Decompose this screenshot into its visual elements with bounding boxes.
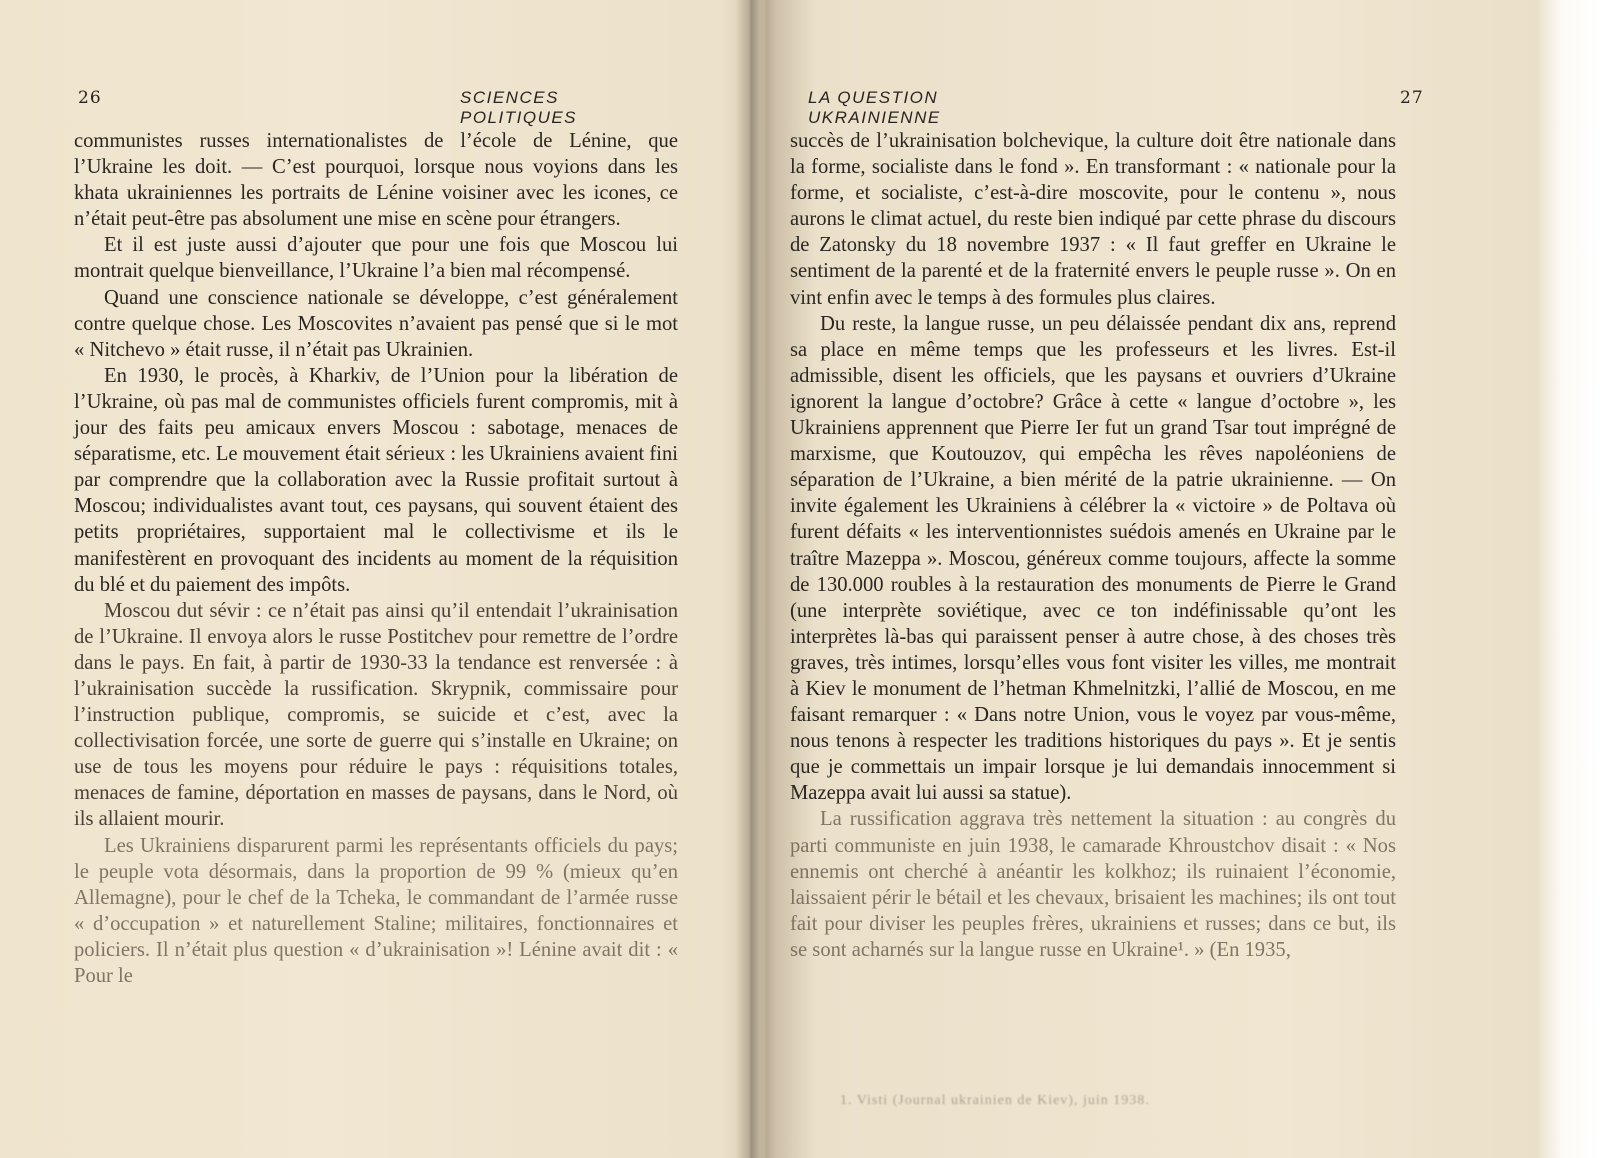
paragraph: Du reste, la langue russe, un peu délaissée pendant dix ans, reprend sa place en même temps que les professeurs et les livres. Est-il admissible, disent les officiels, que les paysans et ouvriers d’Ukraine ignorent la langue d’octobre? Grâce à cette « langue d’octobre », les Ukrainiens apprennent que Pierre Ier fut un grand Tsar tout imprégné de marxisme, que Koutouzov, qui empêcha les rêves napoléoniens de séparation de l’Ukraine, a bien mérité de la patrie ukrainienne. — On invite également les Ukrainiens à célébrer la « victoire » de Poltava où furent défaits « les interventionnistes suédois amenés en Ukraine par le traître Mazeppa ». Moscou, généreux comme toujours, affecte la somme de 130.000 roubles à la restauration des monuments de Pierre le Grand (une interprète soviétique, avec ce ton indéfinissable qu’ont les interprètes là-bas qui paraissent penser à autre chose, à des choses très graves, très intimes, lorsqu’elles vous font visiter les villes, me montrait à Kiev le monument de l’hetman Khmelnitzki, l’allié de Moscou, en me faisant remarquer : « Dans notre Union, vous le voyez par vous-même, nous tenons à respecter les traditions historiques du pays ». Et je sentis que je commettais un impair lorsque je lui demandais innocemment si Mazeppa avait lui aussi sa statue). (790, 312, 1396, 805)
running-head: SCIENCES POLITIQUES (460, 88, 578, 127)
paragraph: Quand une conscience nationale se développe, c’est généralement contre quelque chose. Les Moscovites n’avaient pas pensé que si le mot « Nitchevo » était russe, il n’était pas Ukrainien. (74, 286, 678, 361)
paragraph: succès de l’ukrainisation bolchevique, la culture doit être nationale dans la forme, socialiste dans le fond ». En transformant : « nationale pour la forme, et socialiste, c’est-à-dire moscovite, pour le contenu », nous aurons le climat actuel, du reste bien indiqué par cette phrase du discours de Zatonsky du 18 novembre 1937 : « Il faut greffer en Ukraine le sentiment de la parenté et de la fraternité envers le peuple russe ». On en vint enfin avec le temps à des formules plus claires. (790, 130, 1396, 309)
paragraph: Et il est juste aussi d’ajouter que pour une fois que Moscou lui montrait quelque bienveillance, l’Ukraine l’a bien mal récompensé. (74, 234, 678, 283)
running-head: LA QUESTION UKRAINIENNE (808, 88, 941, 127)
right-page (760, 0, 1600, 1158)
left-page-body (74, 128, 678, 989)
paragraph: Moscou dut sévir : ce n’était pas ainsi qu’il entendait l’ukrainisation de l’Ukraine. Il envoya alors le russe Postitchev pour remettre de l’ordre dans le pays. En fait, à partir de 1930-33 la tendance est renversée : à l’ukrainisation succède la russification. Skrypnik, commissaire pour l’instruction publique, compromis, se suicide et c’est, avec la collectivisation forcée, une sorte de guerre qui s’installe en Ukraine; on use de tous les moyens pour réduire le pays : réquisitions totales, menaces de famine, déportation en masses de paysans, dans le Nord, où ils allaient mourir. (74, 599, 678, 831)
footnote: 1. Visti (Journal ukrainien de Kiev), juin 1938. (840, 1093, 1150, 1108)
paragraph: communistes russes internationalistes de l’école de Lénine, que l’Ukraine les doit. — C’est pourquoi, lorsque nous voyions dans les khata ukrainiennes les portraits de Lénine voisiner avec les icones, ce n’était peut-être pas absolument une mise en scène pour étrangers. (74, 130, 678, 231)
paragraph: La russification aggrava très nettement la situation : au congrès du parti communiste en juin 1938, le camarade Khroustchov disait : « Nos ennemis ont cherché à anéantir les kolkhoz; ils ruinaient l’économie, laissaient périr le bétail et les chevaux, brisaient les machines; ils ont tout fait pour diviser les peuples frères, ukrainiens et russes; dans ce but, ils se sont acharnés sur la langue russe en Ukraine¹. » (En 1935, (790, 808, 1396, 961)
left-page (0, 0, 740, 1158)
right-page-body (790, 128, 1396, 963)
scan-margin (1535, 0, 1600, 1158)
page-number: 26 (78, 88, 102, 108)
page-number: 27 (1400, 88, 1424, 108)
paragraph: Les Ukrainiens disparurent parmi les représentants officiels du pays; le peuple vota désormais, dans la proportion de 99 % (mieux qu’en Allemagne), pour le chef de la Tcheka, le commandant de l’armée russe « d’occupation » et naturellement Staline; militaires, fonctionnaires et policiers. Il n’était plus question « d’ukrainisation »! Lénine avait dit : « Pour le (74, 834, 678, 987)
paragraph: En 1930, le procès, à Kharkiv, de l’Union pour la libération de l’Ukraine, où pas mal de communistes officiels furent compromis, mit à jour des faits peu amicaux envers Moscou : sabotage, menaces de séparatisme, etc. Le mouvement était sérieux : les Ukrainiens avaient fini par comprendre que la collaboration avec la Russie profitait surtout à Moscou; individualistes avant tout, ces paysans, qui souvent étaient des petits propriétaires, supportaient mal le collectivisme et ils le manifestèrent en provoquant des incidents au moment de la réquisition du blé et du paiement des impôts. (74, 364, 678, 596)
